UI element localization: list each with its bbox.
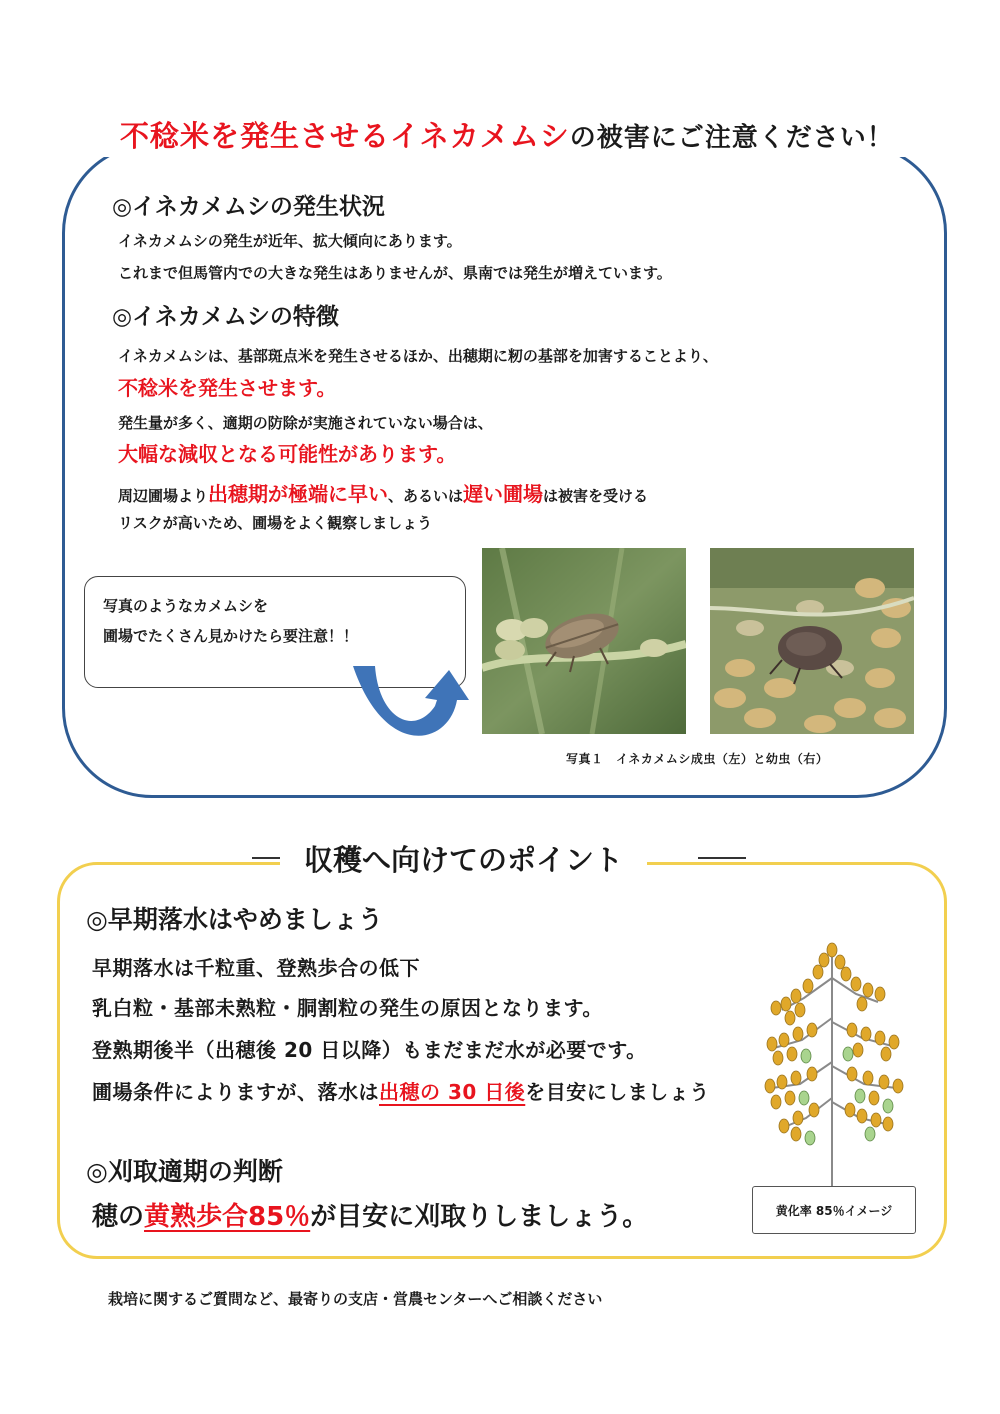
footer-note: 栽培に関するご質問など、最寄りの支店・営農センターへご相談ください	[108, 1290, 603, 1308]
features-line-5e: は被害を受ける	[543, 487, 649, 505]
photo-nymph-bug	[710, 548, 914, 734]
harvest-timing-line	[92, 1196, 648, 1233]
features-line-1: イネカメムシは、基部斑点米を発生させるほか、出穂期に籾の基部を加害することより、	[118, 347, 718, 365]
harvest-line-a: 穂の	[92, 1202, 145, 1232]
features-line-5a: 周辺圃場より	[118, 487, 209, 505]
callout-line-1: 写真のようなカメムシを	[103, 597, 269, 615]
features-line-4-emphasis: 大幅な減収となる可能性があります。	[118, 442, 457, 466]
harvest-timing-heading: ◎刈取適期の判断	[86, 1157, 283, 1186]
pest-warning-title	[100, 112, 914, 157]
drainage-line-3: 登熟期後半（出穂後 20 日以降）もまだまだ水が必要です。	[92, 1038, 647, 1062]
title-rule-right	[698, 857, 746, 859]
rice-panicle-illustration	[752, 938, 922, 1190]
drainage-line-1: 早期落水は千粒重、登熟歩合の低下	[92, 956, 420, 980]
features-line-5d-emphasis: 遅い圃場	[463, 482, 544, 506]
drainage-line-4c: を目安にしましょう	[525, 1080, 710, 1104]
features-line-2-emphasis: 不稔米を発生させます。	[118, 376, 337, 400]
callout-line-2: 圃場でたくさん見かけたら要注意！！	[103, 627, 359, 645]
curved-arrow-icon	[345, 660, 485, 760]
harvest-line-b-emphasis: 黄熟歩合85％	[144, 1202, 311, 1232]
features-line-5c: 、あるいは	[388, 487, 464, 505]
drainage-line-4	[92, 1076, 710, 1105]
occurrence-line-1: イネカメムシの発生が近年、拡大傾向にあります。	[118, 232, 462, 250]
drainage-line-4b-emphasis: 出穂の 30 日後	[379, 1080, 526, 1104]
features-line-3: 発生量が多く、適期の防除が実施されていない場合は、	[118, 414, 493, 432]
photo-caption: 写真１ イネカメムシ成虫（左）と幼虫（右）	[566, 752, 829, 766]
occurrence-heading: ◎イネカメムシの発生状況	[112, 194, 385, 220]
occurrence-line-2: これまで但馬管内での大きな発生はありませんが、県南では発生が増えています。	[118, 264, 672, 282]
features-line-5b-emphasis: 出穂期が極端に早い	[208, 482, 389, 506]
drainage-heading: ◎早期落水はやめましょう	[86, 905, 383, 934]
title-red-part: 不稔米を発生させるイネカメムシ	[120, 119, 570, 153]
features-heading: ◎イネカメムシの特徴	[112, 304, 339, 330]
features-line-5	[118, 478, 648, 507]
title-black-part: の被害にご注意ください！	[569, 123, 894, 153]
drainage-line-2: 乳白粒・基部未熟粒・胴割粒の発生の原因となります。	[92, 996, 603, 1020]
harvest-points-title: 収穫へ向けてのポイント	[280, 838, 647, 879]
photo-adult-bug	[482, 548, 686, 734]
harvest-line-c: が目安に刈取りしましょう。	[310, 1202, 649, 1232]
drainage-line-4a: 圃場条件によりますが、落水は	[92, 1080, 379, 1104]
yellowing-rate-label: 黄化率 85％イメージ	[752, 1186, 916, 1234]
features-line-6: リスクが高いため、圃場をよく観察しましょう	[118, 514, 433, 532]
